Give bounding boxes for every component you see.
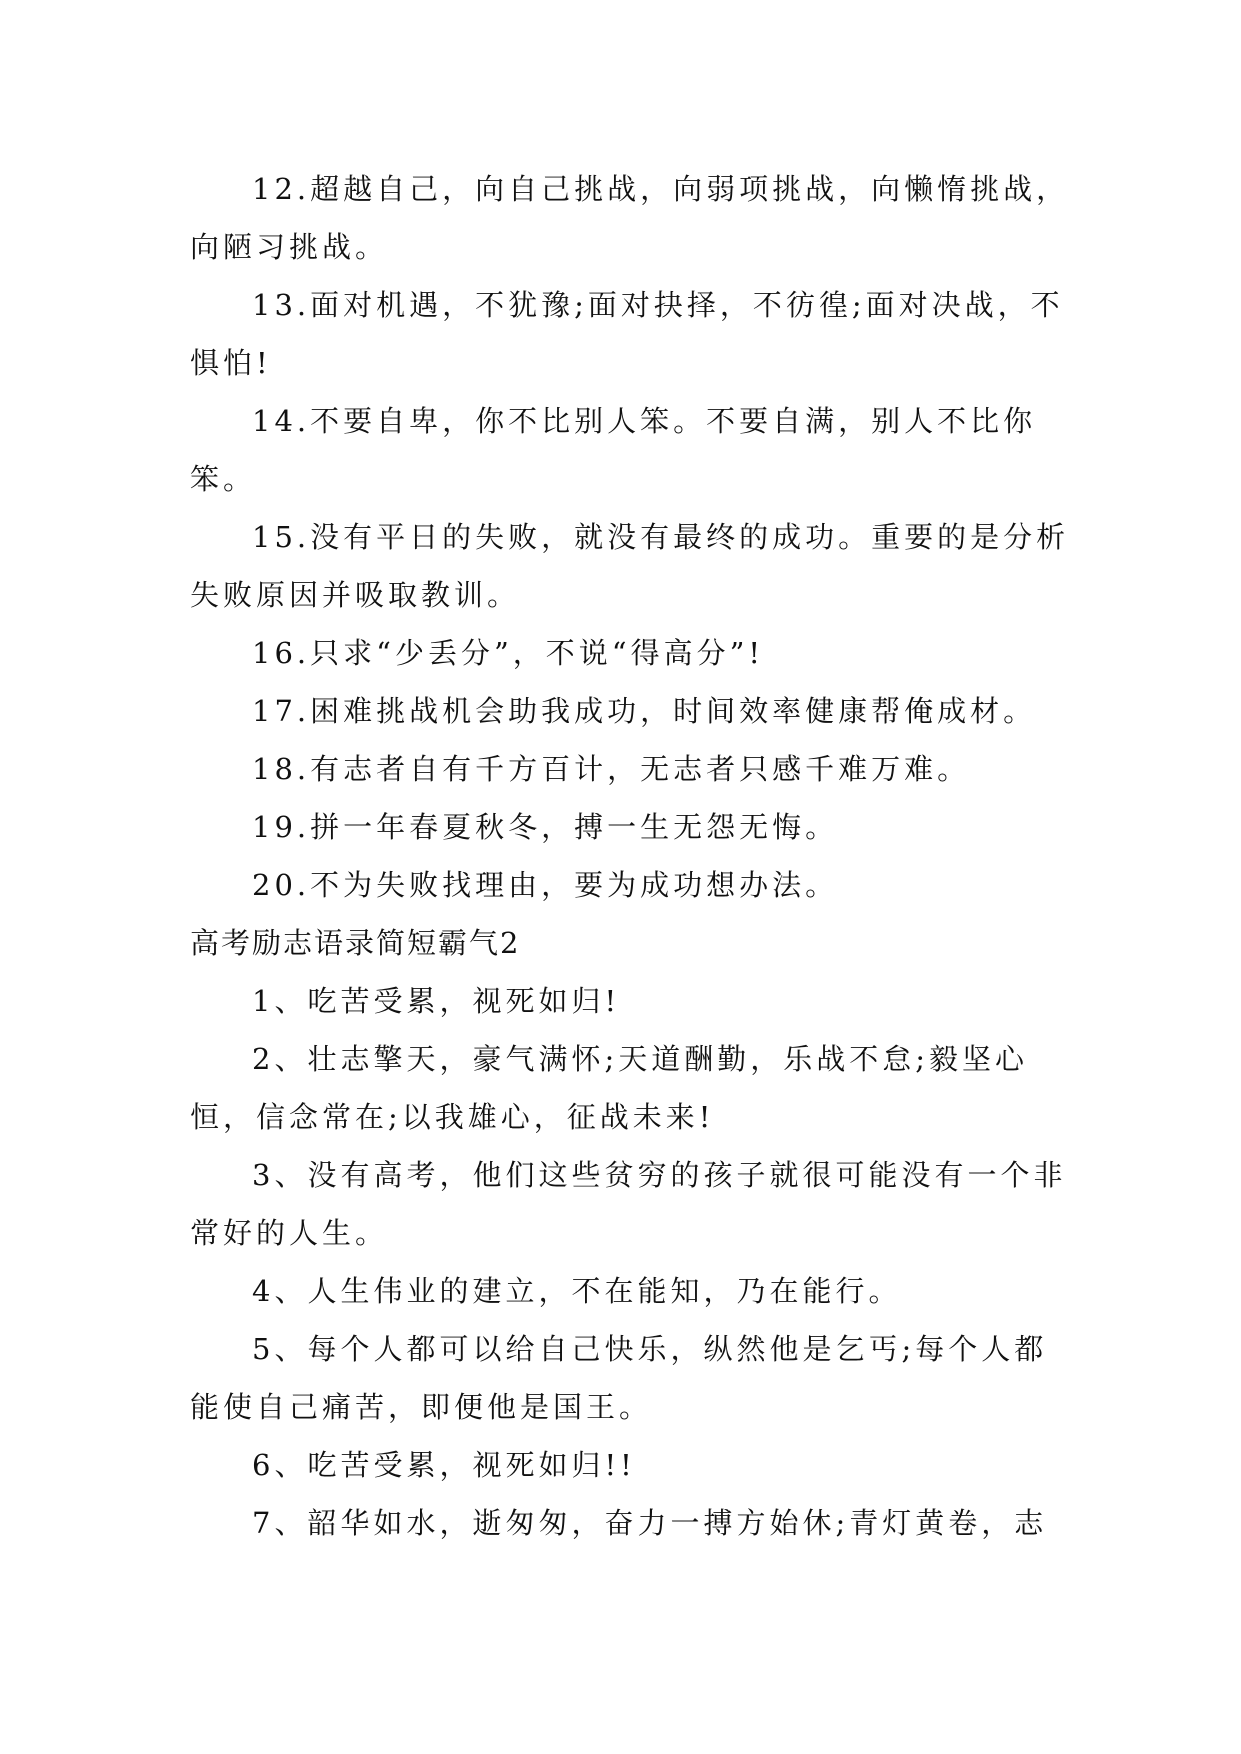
quote-item-19: 19.拼一年春夏秋冬，搏一生无怨无悔。 xyxy=(252,810,839,844)
quote-item-14: 14.不要自卑，你不比别人笨。不要自满，别人不比你笨。 xyxy=(190,404,1037,496)
quote-item-6: 6、吃苦受累，视死如归!! xyxy=(252,1448,636,1482)
quote-item-4: 4、人生伟业的建立，不在能知，乃在能行。 xyxy=(252,1274,902,1308)
quote-item-15: 15.没有平日的失败，就没有最终的成功。重要的是分析失败原因并吸取教训。 xyxy=(190,520,1070,612)
section-heading: 高考励志语录简短霸气2 xyxy=(190,926,521,960)
quote-item-3: 3、没有高考，他们这些贫穷的孩子就很可能没有一个非常好的人生。 xyxy=(190,1158,1067,1250)
quote-item-12: 12.超越自己，向自己挑战，向弱项挑战，向懒惰挑战，向陋习挑战。 xyxy=(190,172,1070,264)
quote-item-13: 13.面对机遇，不犹豫;面对抉择，不彷徨;面对决战，不惧怕! xyxy=(190,288,1064,380)
quote-item-17: 17.困难挑战机会助我成功，时间效率健康帮俺成材。 xyxy=(252,694,1037,728)
quote-item-1: 1、吃苦受累，视死如归! xyxy=(252,984,621,1018)
quote-item-2: 2、壮志擎天，豪气满怀;天道酬勤，乐战不怠;毅坚心恒，信念常在;以我雄心，征战未来! xyxy=(190,1042,1028,1134)
quote-item-7: 7、韶华如水，逝匆匆，奋力一搏方始休;青灯黄卷，志 xyxy=(252,1506,1048,1540)
document-body xyxy=(190,160,1070,1552)
quote-item-5: 5、每个人都可以给自己快乐，纵然他是乞丐;每个人都能使自己痛苦，即便他是国王。 xyxy=(190,1332,1048,1424)
quote-item-20: 20.不为失败找理由，要为成功想办法。 xyxy=(252,868,839,902)
quote-item-18: 18.有志者自有千方百计，无志者只感千难万难。 xyxy=(252,752,971,786)
quote-item-16: 16.只求“少丢分”，不说“得高分”! xyxy=(252,636,765,670)
